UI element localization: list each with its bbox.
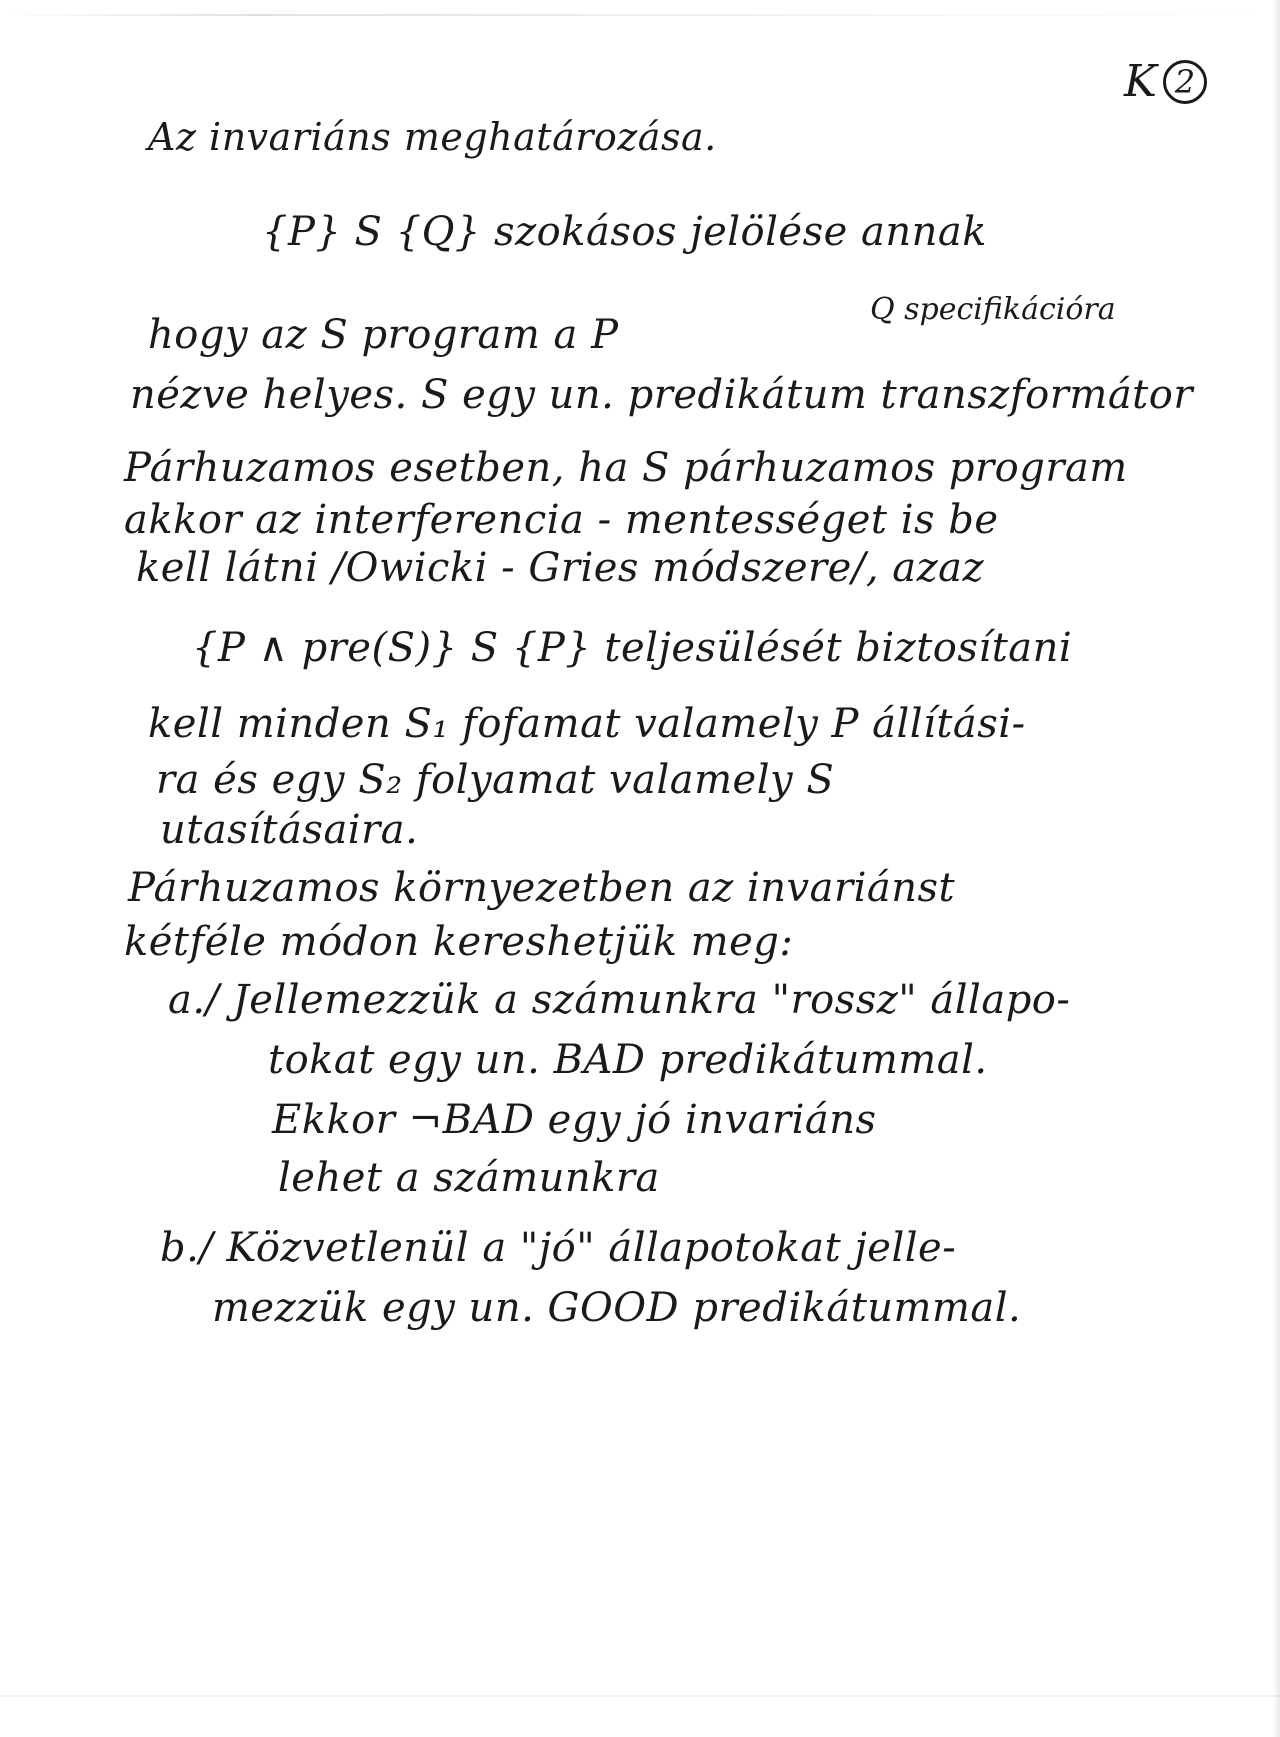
scan-edge-right — [1272, 0, 1280, 1737]
text-line: Párhuzamos környezetben az invariánst — [128, 865, 956, 911]
text-line: nézve helyes. S egy un. predikátum transzformátor — [130, 372, 1193, 418]
list-item-b: b./ Közvetlenül a "jó" állapotokat jelle- — [160, 1225, 957, 1271]
text-line: akkor az interferencia - mentességet is be — [124, 497, 999, 543]
text-line: {P} S {Q} szokásos jelölése annak — [262, 209, 987, 255]
text-line: ra és egy S₂ folyamat valamely S — [156, 757, 835, 803]
text-fragment-raised: Q specifikációra — [870, 292, 1116, 327]
list-item-a: a./ Jellemezzük a számunkra "rossz" állapo- — [168, 977, 1071, 1023]
page-marker-letter: K — [1124, 56, 1157, 107]
list-item-a-continued: tokat egy un. BAD predikátummal. — [268, 1037, 988, 1083]
scan-edge-top — [0, 14, 1280, 16]
text-line: kell minden S₁ fofamat valamely P állítási- — [148, 701, 1026, 747]
text-line: utasításaira. — [160, 807, 419, 853]
text-line: hogy az S program a P — [148, 312, 619, 358]
text-line: kétféle módon kereshetjük meg: — [124, 919, 794, 965]
text-line: Párhuzamos esetben, ha S párhuzamos program — [124, 445, 1128, 491]
list-item-a-continued: lehet a számunkra — [278, 1155, 660, 1201]
page-marker — [1124, 58, 1207, 106]
page-marker-number: 2 — [1163, 60, 1207, 104]
text-line: {P ∧ pre(S)} S {P} teljesülését biztosítani — [192, 625, 1073, 671]
text-line: kell látni /Owicki - Gries módszere/, azaz — [136, 545, 985, 591]
list-item-a-continued: Ekkor ¬BAD egy jó invariáns — [272, 1097, 877, 1143]
heading: Az invariáns meghatározása. — [148, 115, 717, 159]
scan-edge-bottom — [0, 1695, 1280, 1697]
list-item-b-continued: mezzük egy un. GOOD predikátummal. — [212, 1285, 1022, 1331]
